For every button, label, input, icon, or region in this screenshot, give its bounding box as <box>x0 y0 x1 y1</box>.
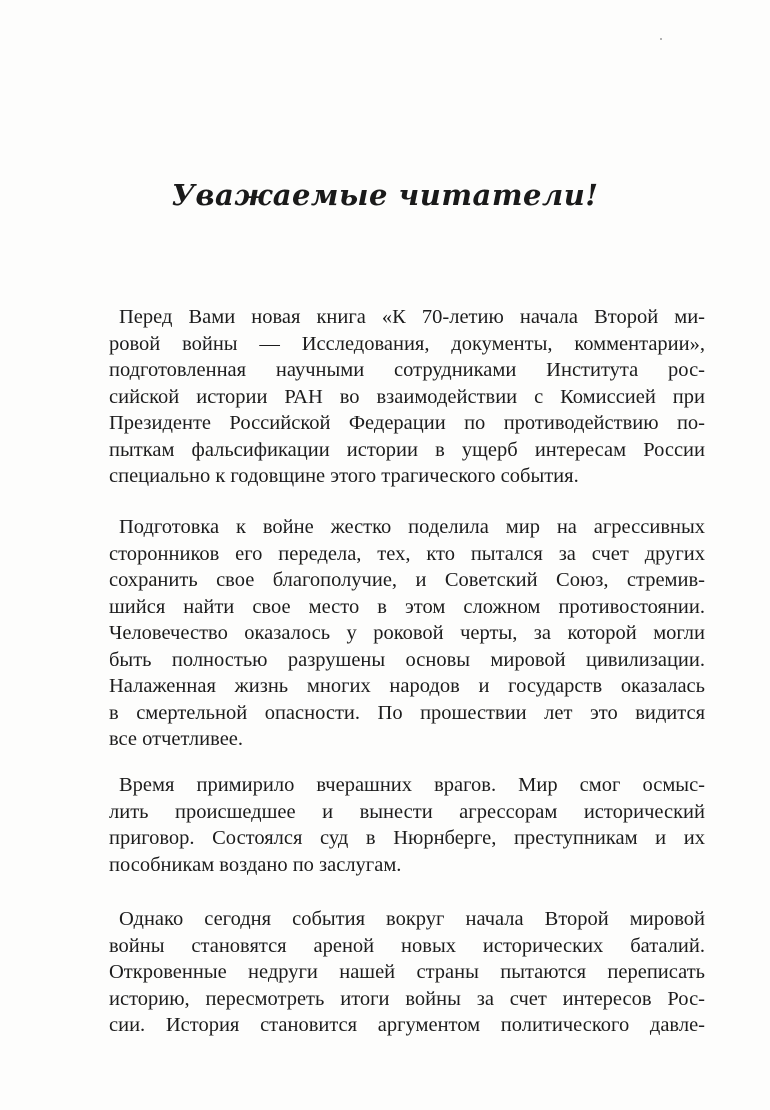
paragraph-3 <box>109 772 705 878</box>
text-line: пособникам воздано по заслугам. <box>109 853 402 876</box>
text-line: войны становятся ареной новых исторических баталий. <box>109 934 705 957</box>
text-line: лить происшедшее и вынести агрессорам исторический <box>109 800 705 823</box>
text-line: историю, пересмотреть итоги войны за счет интересов Рос- <box>109 987 705 1010</box>
text-line: сии. История становится аргументом политического давле- <box>109 1014 705 1036</box>
text-line: быть полностью разрушены основы мировой цивилизации. <box>109 648 705 671</box>
text-line: Перед Вами новая книга «К 70-летию начала Второй ми- <box>119 306 705 328</box>
text-line: сохранить свое благополучие, и Советский Союз, стремив- <box>109 569 705 591</box>
paragraph-4 <box>109 906 705 1039</box>
text-line: приговор. Состоялся суд в Нюрнберге, преступникам и их <box>109 827 705 849</box>
text-line: сийской истории РАН во взаимодействии с Комиссией при <box>109 385 705 408</box>
text-line: в смертельной опасности. По прошествии лет это видится <box>109 701 705 724</box>
text-line: Президенте Российской Федерации по противодействию по- <box>109 412 705 434</box>
text-line: все отчетливее. <box>109 728 244 750</box>
paragraph-1 <box>109 304 705 490</box>
scan-speck <box>660 38 662 40</box>
text-line: Человечество оказалось у роковой черты, за которой могли <box>109 622 705 644</box>
text-line: Подготовка к войне жестко поделила мир на агрессивных <box>119 516 705 538</box>
text-line: ровой войны — Исследования, документы, комментарии», <box>109 332 705 355</box>
text-line: сторонников его передела, тех, кто пытался за счет других <box>109 542 705 565</box>
text-line: Время примирило вчерашних врагов. Мир смог осмыс- <box>119 774 705 796</box>
text-line: подготовленная научными сотрудниками Института рос- <box>109 359 705 381</box>
text-line: Откровенные недруги нашей страны пытаются переписать <box>109 961 705 983</box>
paragraph-2 <box>109 514 705 753</box>
text-line: пыткам фальсификации истории в ущерб интересам России <box>109 438 705 461</box>
text-line: специально к годовщине этого трагического события. <box>109 465 579 487</box>
text-line: Налаженная жизнь многих народов и государств оказалась <box>109 675 705 697</box>
page-title: Уважаемые читатели! <box>171 178 599 212</box>
text-line: Однако сегодня события вокруг начала Второй мировой <box>119 908 705 930</box>
text-line: шийся найти свое место в этом сложном противостоянии. <box>109 595 705 618</box>
